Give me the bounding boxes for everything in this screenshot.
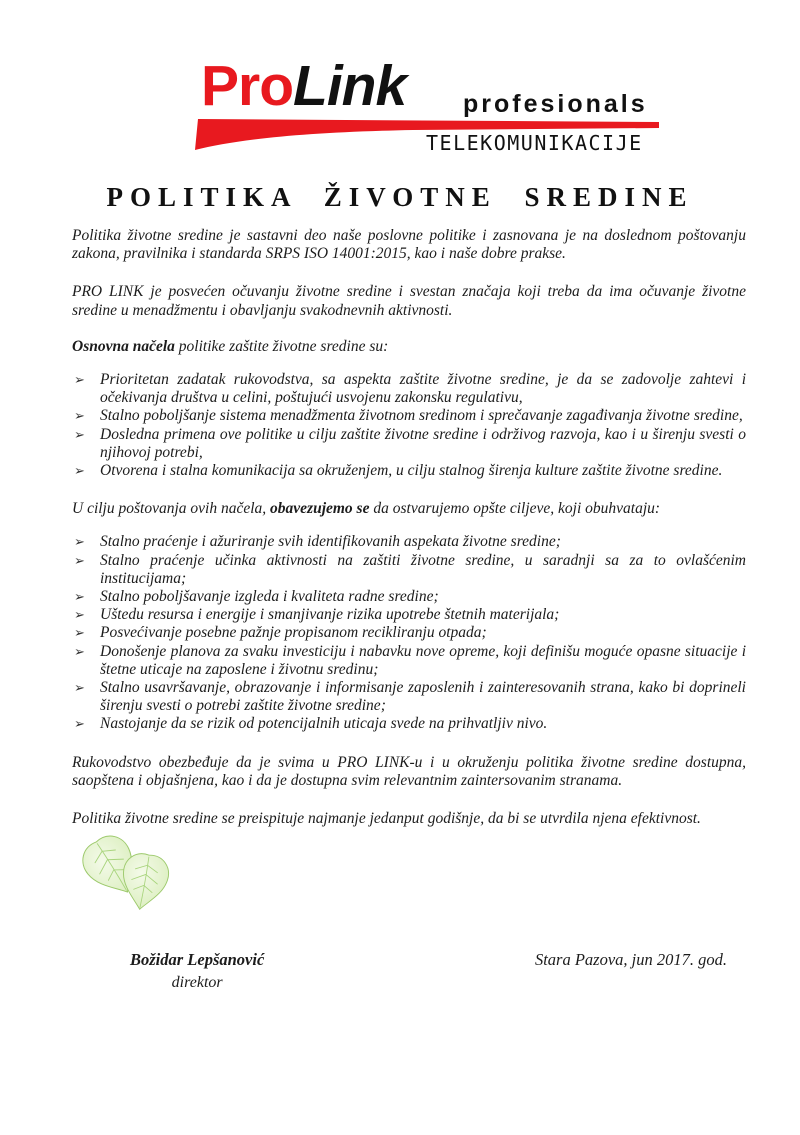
arrow-bullet-icon: ➢ <box>74 553 85 569</box>
list-item-text: Otvorena i stalna komunikacija sa okruženjem, u cilju stalnog širenja kulture zaštite životne sredine. <box>100 462 723 480</box>
list-item-text: Stalno usavršavanje, obrazovanje i informisanje zaposlenih i zainteresovanih strana, kako bi doprineli širenju svesti o potrebi zaštite životne sredine; <box>100 679 746 715</box>
list-item-text: Stalno praćenje učinka aktivnosti na zaštiti životne sredine, u saradnji sa za to ovlašćenim institucijama; <box>100 551 746 587</box>
logo-wordmark <box>201 54 407 118</box>
list-item-text: Stalno praćenje i ažuriranje svih identifikovanih aspekata životne sredine; <box>100 533 561 551</box>
arrow-bullet-icon: ➢ <box>74 590 85 606</box>
arrow-bullet-icon: ➢ <box>74 681 85 697</box>
list-item-text: Stalno poboljšanje sistema menadžmenta životnom sredinom i sprečavanje zagađivanja životne sredine, <box>100 407 743 425</box>
closing-paragraph-2: Politika životne sredine se preispituje najmanje jedanput godišnje, da bi se utvrdila njena efektivnost. <box>72 810 701 828</box>
goals-list <box>72 533 746 733</box>
signature-block <box>72 949 746 993</box>
arrow-bullet-icon: ➢ <box>74 464 85 480</box>
goals-lead <box>72 500 746 518</box>
signature-role: direktor <box>171 973 223 991</box>
arrow-bullet-icon: ➢ <box>74 608 85 624</box>
page-title: POLITIKA ŽIVOTNE SREDINE <box>106 182 694 212</box>
logo-telekomunikacije-label: TELEKOMUNIKACIJE <box>426 131 643 155</box>
list-item <box>72 588 746 606</box>
list-item <box>72 624 746 642</box>
arrow-bullet-icon: ➢ <box>74 644 85 660</box>
arrow-bullet-icon: ➢ <box>74 427 85 443</box>
list-item <box>72 407 746 425</box>
logo-link-text: Link <box>293 54 407 118</box>
list-item <box>72 426 746 462</box>
list-item <box>72 679 746 715</box>
closing-paragraph-1: Rukovodstvo obezbeđuje da je svima u PRO LINK-u i u okruženju politika životne sredine dostupna, saopštena i objašnjena, kao i da je dostupna svim relevantnim zaintersovanim stranama. <box>72 753 746 789</box>
principles-lead <box>72 338 746 356</box>
goals-lead-bold: obavezujemo se <box>270 500 370 518</box>
list-item-text: Dosledna primena ove politike u cilju zaštite životne sredine i održivog razvoja, kao i u širenju svesti o njihovoj potrebi, <box>100 425 746 461</box>
leaves-image <box>72 834 182 919</box>
list-item-text: Prioritetan zadatak rukovodstva, sa aspekta zaštite životne sredine, je da se zadovolje zahtevi i očekivanja društva u celini, poštujući usvojenu zakonsku regulativu, <box>100 371 746 407</box>
list-item <box>72 606 746 624</box>
list-item <box>72 643 746 679</box>
arrow-bullet-icon: ➢ <box>74 717 85 733</box>
principles-lead-bold: Osnovna načela <box>72 337 175 355</box>
signatory <box>130 949 264 993</box>
list-item <box>72 462 746 480</box>
goals-lead-post: da ostvarujemo opšte ciljeve, koji obuhvataju: <box>369 500 661 518</box>
list-item-text: Uštedu resursa i energije i smanjivanje rizika upotrebe štetnih materijala; <box>100 606 560 624</box>
list-item-text: Nastojanje da se rizik od potencijalnih uticaja svede na prihvatljiv nivo. <box>100 715 548 733</box>
arrow-bullet-icon: ➢ <box>74 626 85 642</box>
signature-place-date: Stara Pazova, jun 2017. god. <box>534 950 727 970</box>
logo-pro-text: Pro <box>201 54 294 118</box>
principles-list <box>72 371 746 480</box>
list-item <box>72 715 746 733</box>
policy-content <box>0 227 800 993</box>
list-item-text: Stalno poboljšavanje izgleda i kvaliteta radne sredine; <box>100 588 439 606</box>
list-item-text: Posvećivanje posebne pažnje propisanom recikliranju otpada; <box>100 624 487 642</box>
arrow-bullet-icon: ➢ <box>74 409 85 425</box>
arrow-bullet-icon: ➢ <box>74 373 85 389</box>
logo-profesionals-label: profesionals <box>463 90 648 118</box>
company-logo <box>0 54 800 170</box>
list-item <box>72 371 746 407</box>
list-item-text: Donošenje planova za svaku investiciju i nabavku nove opreme, koji definišu moguće opasne situacije i štetne uticaje na zaposlene i životnu sredinu; <box>100 642 746 678</box>
list-item <box>72 552 746 588</box>
arrow-bullet-icon: ➢ <box>74 535 85 551</box>
goals-lead-pre: U cilju poštovanja ovih načela, <box>72 500 271 518</box>
signature-name: Božidar Lepšanović <box>130 950 265 970</box>
intro-paragraph-1: Politika životne sredine je sastavni deo naše poslovne politike i zasnovana je na doslednom poštovanju zakona, pravilnika i standarda SRPS ISO 14001:2015, kao i naše dobre prakse. <box>72 227 746 263</box>
intro-paragraph-2: PRO LINK je posvećen očuvanju životne sredine i svestan značaja koji treba da ima očuvanje životne sredine u menadžmentu i obavljanju svakodnevnih aktivnosti. <box>72 283 746 319</box>
principles-lead-rest: politike zaštite životne sredine su: <box>174 337 389 355</box>
list-item <box>72 533 746 551</box>
